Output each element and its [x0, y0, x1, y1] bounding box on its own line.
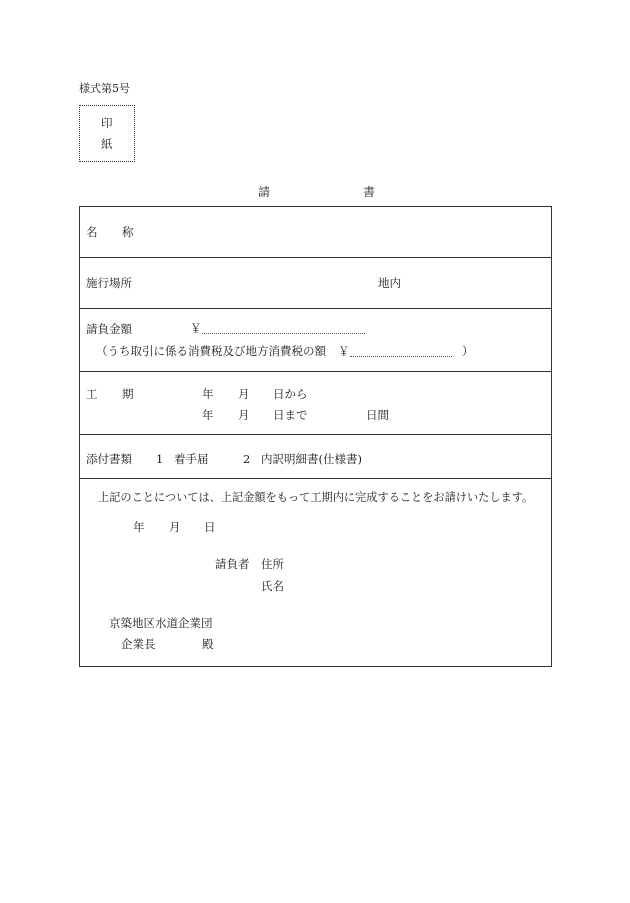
row-divider [80, 478, 551, 479]
end-year: 年 [202, 408, 214, 422]
end-day: 日まで [273, 408, 308, 422]
tax-yen-sign: ￥ [338, 344, 350, 358]
tax-fill-line [350, 356, 452, 357]
name-field-label: 氏名 [261, 579, 284, 593]
amount-fill-line [202, 333, 365, 334]
stamp-label-char-2: 紙 [101, 137, 113, 151]
attachment-2-number: 2 [243, 452, 251, 466]
site-label: 施行場所 [86, 276, 132, 290]
row-divider [80, 308, 551, 309]
duration-days: 日間 [366, 408, 389, 422]
declaration-day: 日 [204, 520, 216, 534]
declaration-text: 上記のことについては、上記金額をもって工期内に完成することをお請けいたします。 [98, 491, 534, 504]
honorific: 殿 [202, 637, 214, 651]
attachment-1-text: 着手届 [174, 452, 209, 466]
name-label-char-1: 名 [86, 225, 98, 239]
amount-label: 請負金額 [86, 322, 132, 336]
period-label-char-2: 期 [122, 387, 134, 401]
end-month: 月 [238, 408, 250, 422]
attachments-label: 添付書類 [86, 452, 132, 466]
start-day: 日から [273, 387, 308, 401]
period-label-char-1: 工 [86, 387, 98, 401]
declaration-month: 月 [169, 520, 181, 534]
declaration-year: 年 [133, 520, 145, 534]
form-number: 様式第5号 [79, 82, 130, 95]
row-divider [80, 257, 551, 258]
start-year: 年 [202, 387, 214, 401]
contractor-label: 請負者 [215, 557, 250, 571]
row-divider [80, 434, 551, 435]
contract-form-table [79, 206, 552, 667]
site-suffix: 地内 [378, 276, 401, 290]
attachment-2-text: 内訳明細書(仕様書) [261, 452, 362, 466]
tax-close-paren: ） [462, 344, 474, 358]
address-label: 住所 [261, 557, 284, 571]
row-divider [80, 371, 551, 372]
stamp-label-char-1: 印 [101, 116, 113, 130]
document-title-part-1: 請 [258, 185, 271, 199]
tax-note: （うち取引に係る消費税及び地方消費税の額 [96, 344, 326, 358]
recipient-organization: 京築地区水道企業団 [109, 616, 213, 630]
revenue-stamp-box [79, 105, 135, 162]
yen-sign: ￥ [190, 321, 202, 335]
name-label-char-2: 称 [122, 225, 134, 239]
document-title-part-2: 書 [363, 185, 376, 199]
recipient-title: 企業長 [121, 637, 156, 651]
start-month: 月 [238, 387, 250, 401]
attachment-1-number: 1 [156, 452, 164, 466]
